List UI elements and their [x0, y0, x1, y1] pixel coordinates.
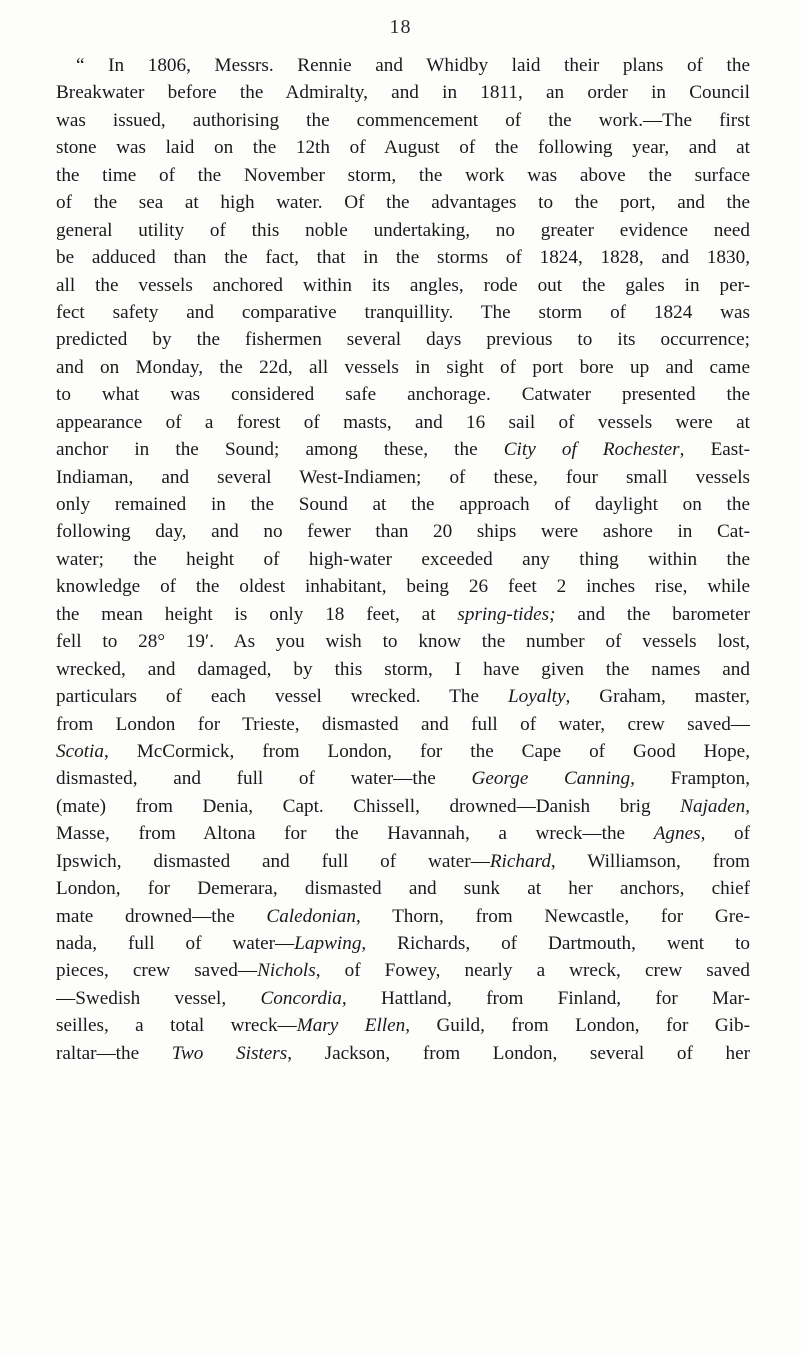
text-line: appearance of a forest of masts, and 16 sail of vessels were at: [56, 411, 750, 433]
text-line: pieces, crew saved—Nichols, of Fowey, nearly a wreck, crew saved: [56, 960, 750, 982]
text-line: of the sea at high water. Of the advantages to the port, and the: [56, 192, 750, 214]
text-line: Ipswich, dismasted and full of water—Richard, Williamson, from: [56, 850, 750, 872]
text-line: London, for Demerara, dismasted and sunk at her anchors, chief: [56, 878, 750, 900]
text-line: dismasted, and full of water—the George Canning, Frampton,: [56, 768, 750, 790]
text-line: raltar—the Two Sisters, Jackson, from London, several of her: [56, 1042, 750, 1064]
text-line: the time of the November storm, the work was above the surface: [56, 164, 750, 186]
text-line: nada, full of water—Lapwing, Richards, of Dartmouth, went to: [56, 933, 750, 954]
text-line: —Swedish vessel, Concordia, Hattland, from Finland, for Mar-: [56, 987, 750, 1009]
text-line: only remained in the Sound at the approach of daylight on the: [56, 494, 750, 515]
text-line: the mean height is only 18 feet, at spring-tides; and the barometer: [56, 603, 750, 625]
text-line: following day, and no fewer than 20 ships were ashore in Cat-: [56, 521, 750, 543]
text-line: fect safety and comparative tranquillity. The storm of 1824 was: [56, 301, 750, 323]
text-line: “ In 1806, Messrs. Rennie and Whidby laid their plans of the: [76, 55, 750, 76]
text-line: from London for Trieste, dismasted and full of water, crew saved—: [56, 713, 750, 735]
text-line: wrecked, and damaged, by this storm, I have given the names and: [56, 658, 750, 680]
text-line: stone was laid on the 12th of August of the following year, and at: [56, 137, 750, 159]
text-line: all the vessels anchored within its angles, rode out the gales in per-: [56, 274, 750, 296]
text-line: be adduced than the fact, that in the storms of 1824, 1828, and 1830,: [56, 247, 750, 269]
text-line: predicted by the fishermen several days previous to its occurrence;: [56, 329, 750, 351]
text-line: Scotia, McCormick, from London, for the Cape of Good Hope,: [56, 740, 750, 762]
text-line: was issued, authorising the commencement of the work.—The first: [56, 109, 750, 131]
text-line: fell to 28° 19′. As you wish to know the number of vessels lost,: [56, 631, 750, 653]
text-line: anchor in the Sound; among these, the City of Rochester, East-: [56, 439, 750, 461]
text-line: water; the height of high-water exceeded any thing within the: [56, 548, 750, 570]
text-line: Breakwater before the Admiralty, and in 1811, an order in Council: [56, 82, 750, 104]
text-line: Indiaman, and several West-Indiamen; of these, four small vessels: [56, 466, 750, 488]
text-line: knowledge of the oldest inhabitant, being 26 feet 2 inches rise, while: [56, 576, 750, 598]
text-line: particulars of each vessel wrecked. The Loyalty, Graham, master,: [56, 686, 750, 708]
text-line: to what was considered safe anchorage. Catwater presented the: [56, 384, 750, 406]
text-line: general utility of this noble undertaking, no greater evidence need: [56, 219, 750, 241]
text-line: (mate) from Denia, Capt. Chissell, drowned—Danish brig Najaden,: [56, 795, 750, 817]
body-paragraph: [56, 52, 750, 1067]
page-number: 18: [389, 16, 412, 38]
text-line: mate drowned—the Caledonian, Thorn, from Newcastle, for Gre-: [56, 905, 750, 927]
text-line: and on Monday, the 22d, all vessels in sight of port bore up and came: [56, 356, 750, 378]
text-line: Masse, from Altona for the Havannah, a wreck—the Agnes, of: [56, 823, 750, 845]
text-line: seilles, a total wreck—Mary Ellen, Guild, from London, for Gib-: [56, 1015, 750, 1037]
